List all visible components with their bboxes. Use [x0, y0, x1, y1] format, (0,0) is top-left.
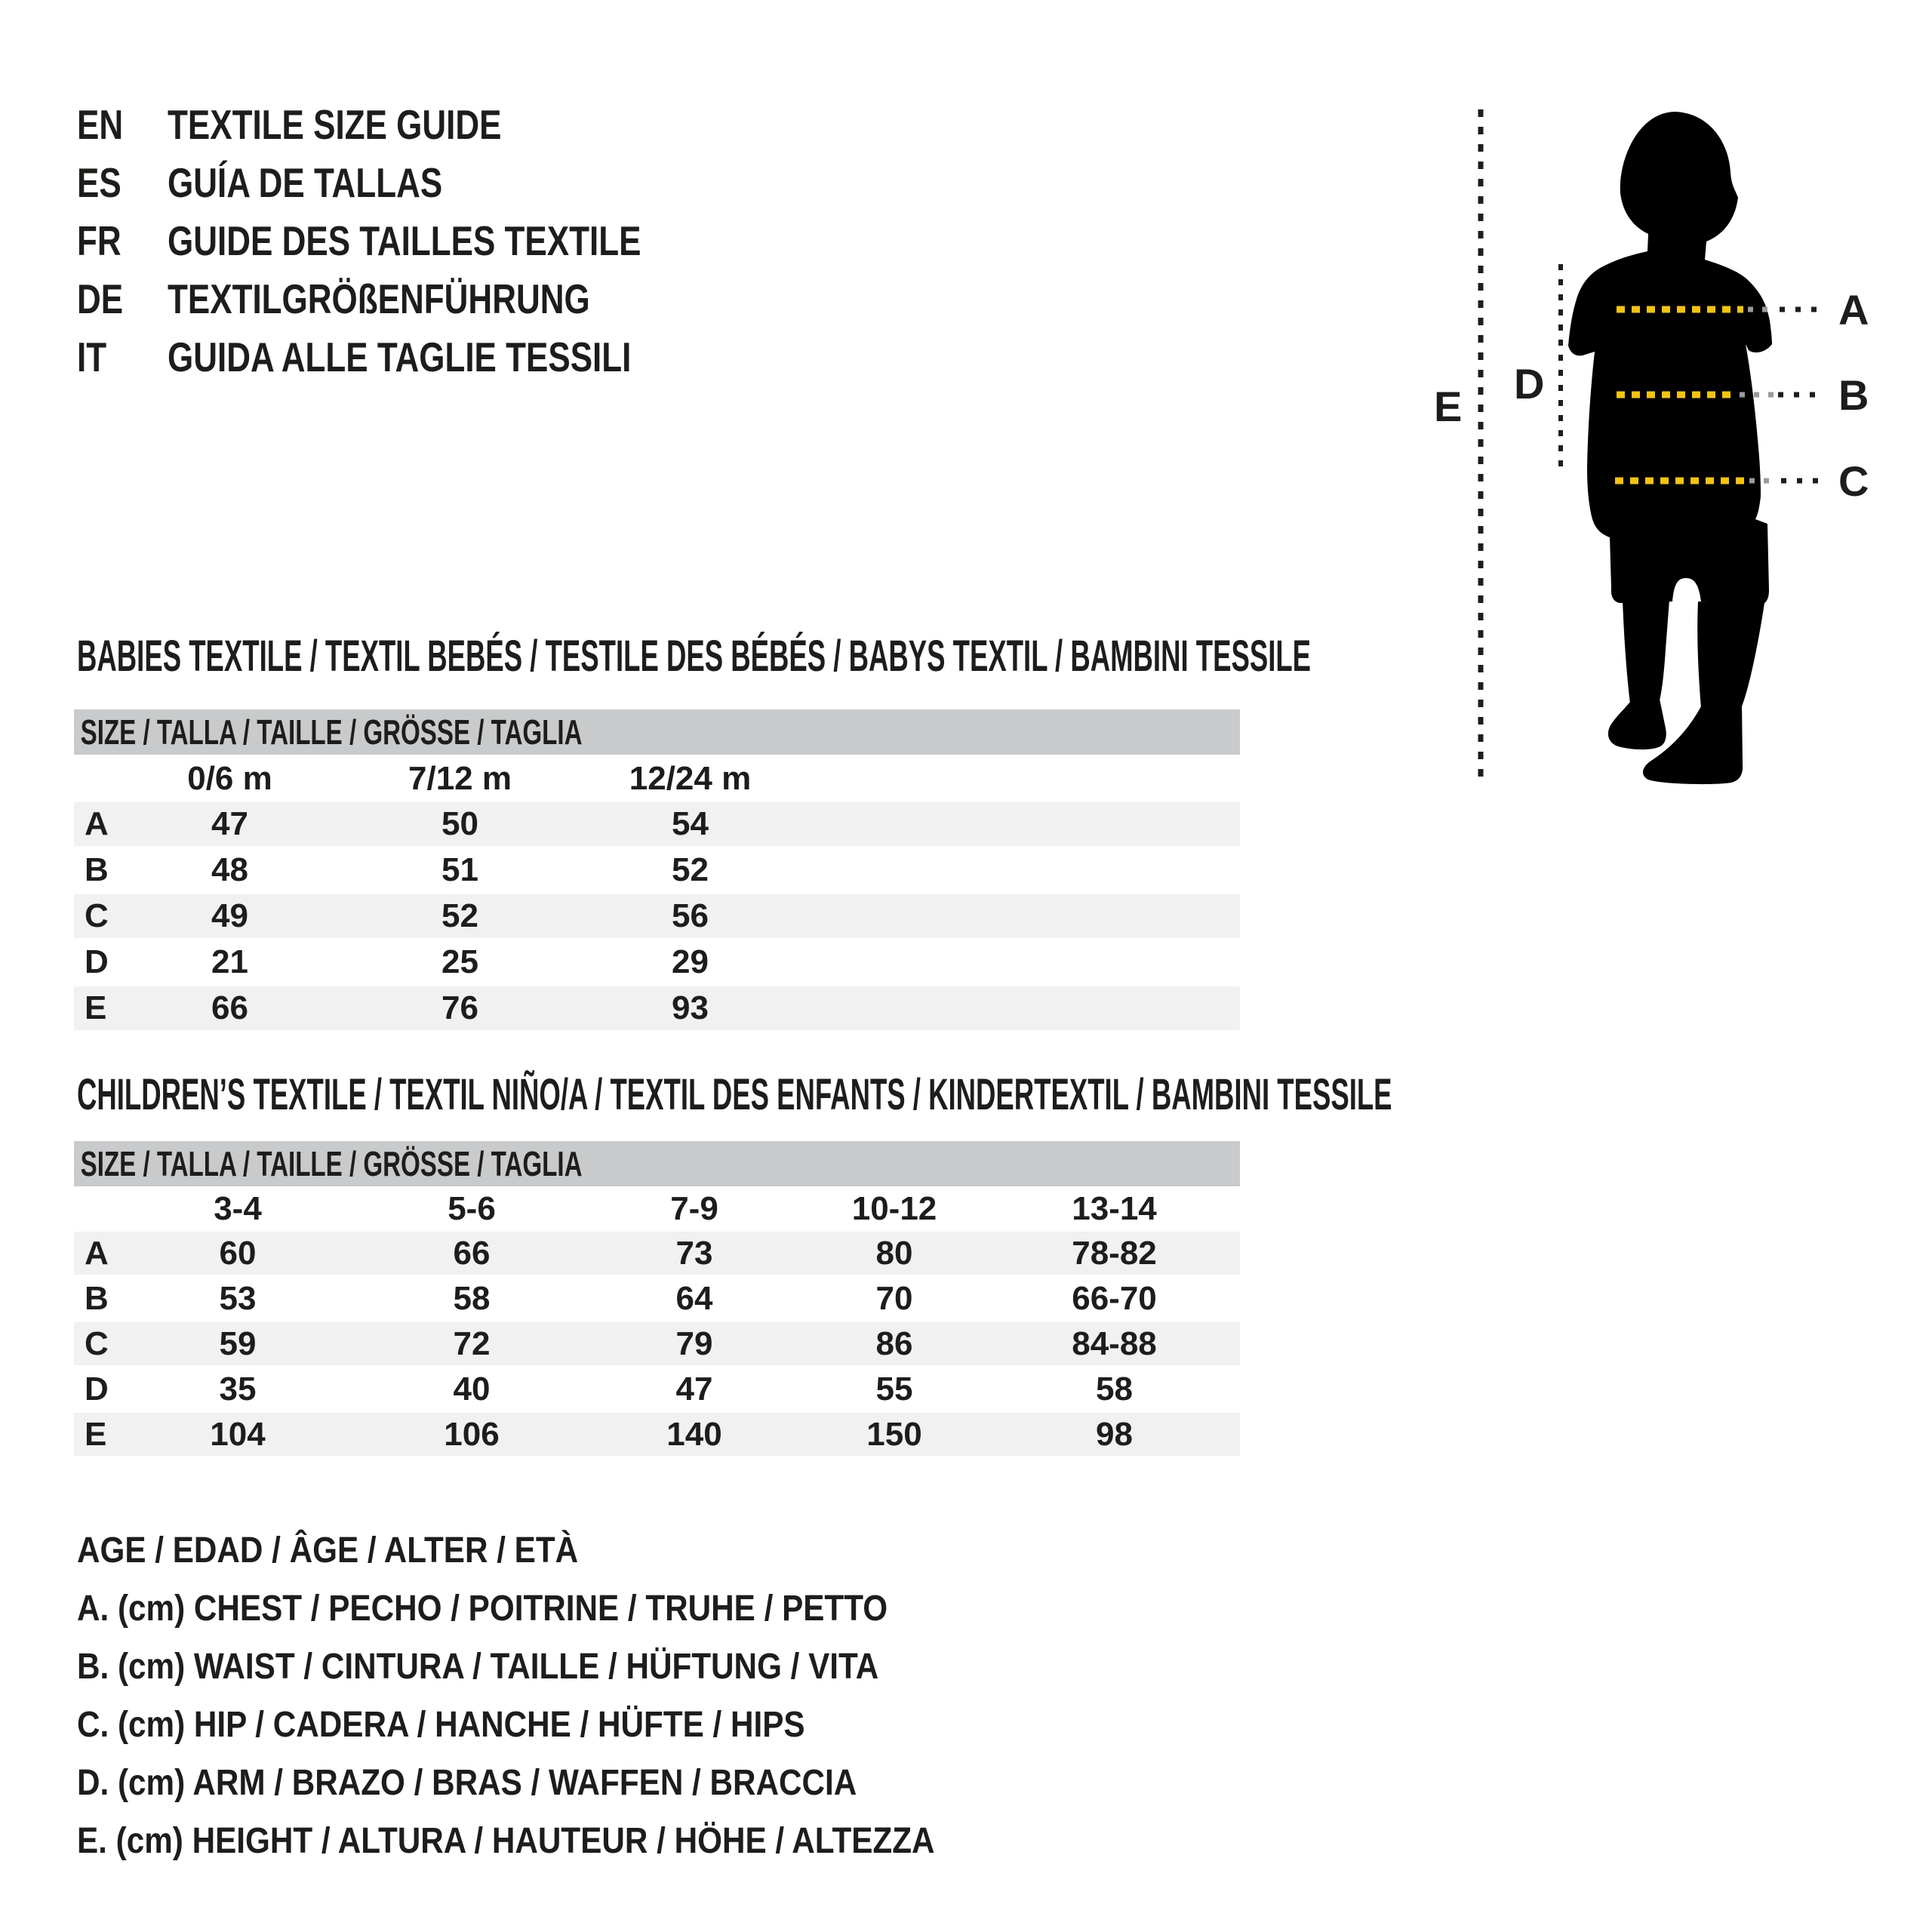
size-header-bar — [74, 709, 1240, 755]
size-value: 59 — [219, 1325, 257, 1362]
table-row — [74, 848, 1240, 892]
language-title-list — [77, 96, 759, 386]
table-row — [74, 1277, 1240, 1320]
size-value: 58 — [453, 1280, 491, 1317]
row-label: A — [85, 805, 109, 842]
title-it: GUIDA ALLE TAGLIE TESSILI — [168, 334, 632, 380]
size-value: 80 — [875, 1235, 913, 1272]
row-label: E — [85, 989, 107, 1026]
size-value: 21 — [211, 943, 248, 980]
table-row — [74, 1232, 1240, 1275]
table-row — [74, 802, 1240, 846]
size-value: 72 — [453, 1325, 491, 1362]
legend-age: AGE / EDAD / ÂGE / ALTER / ETÀ — [77, 1531, 579, 1571]
legend-chest: A. (cm) CHEST / PECHO / POITRINE / TRUHE / PETTO — [77, 1589, 888, 1629]
size-value: 86 — [875, 1325, 913, 1362]
size-value: 52 — [672, 851, 709, 888]
size-value: 47 — [211, 805, 248, 842]
size-value: 48 — [211, 851, 248, 888]
legend-height: E. (cm) HEIGHT / ALTURA / HAUTEUR / HÖHE / ALTEZZA — [77, 1821, 935, 1861]
size-value: 98 — [1096, 1416, 1133, 1453]
label-B: B — [1838, 371, 1869, 419]
size-value: 56 — [672, 897, 709, 934]
col-header: 7/12 m — [408, 760, 512, 797]
size-value: 35 — [219, 1371, 257, 1407]
size-value: 25 — [441, 943, 478, 980]
size-value: 79 — [675, 1325, 713, 1362]
col-header: 10-12 — [851, 1190, 937, 1227]
size-value: 104 — [210, 1416, 266, 1453]
size-value: 50 — [441, 805, 478, 842]
lang-code-de: DE — [77, 275, 124, 322]
size-value: 76 — [441, 989, 478, 1026]
col-header: 7-9 — [670, 1190, 718, 1227]
col-header: 13-14 — [1072, 1190, 1157, 1227]
size-value: 52 — [441, 897, 478, 934]
table-row — [74, 894, 1240, 938]
title-en: TEXTILE SIZE GUIDE — [168, 101, 502, 148]
children-section-heading: CHILDREN’S TEXTILE / TEXTIL NIÑO/A / TEXTIL DES ENFANTS / KINDERTEXTIL / BAMBINI TESSILE — [77, 1070, 1392, 1119]
title-fr: GUIDE DES TAILLES TEXTILE — [168, 217, 641, 264]
size-value: 73 — [675, 1235, 713, 1272]
row-label: E — [85, 1416, 107, 1453]
size-value: 93 — [672, 989, 709, 1026]
table-row — [74, 1413, 1240, 1456]
babies-size-table — [74, 709, 1240, 1030]
label-A: A — [1838, 286, 1869, 334]
measurement-figure — [1396, 45, 1932, 800]
col-header: 3-4 — [214, 1190, 262, 1227]
legend-arm: D. (cm) ARM / BRAZO / BRAS / WAFFEN / BRACCIA — [77, 1763, 857, 1803]
table-row — [74, 1367, 1240, 1411]
size-header-label: SIZE / TALLA / TAILLE / GRÖSSE / TAGLIA — [80, 1144, 583, 1183]
row-label: C — [85, 897, 109, 934]
label-D: D — [1514, 360, 1545, 408]
lang-code-it: IT — [77, 334, 107, 380]
row-label: D — [85, 1371, 109, 1407]
legend-waist: B. (cm) WAIST / CINTURA / TAILLE / HÜFTUNG / VITA — [77, 1647, 879, 1687]
legend-hip: C. (cm) HIP / CADERA / HANCHE / HÜFTE / HIPS — [77, 1705, 805, 1745]
table-row — [74, 986, 1240, 1030]
col-header: 5-6 — [448, 1190, 496, 1227]
size-value: 40 — [453, 1371, 491, 1407]
size-value: 47 — [675, 1371, 713, 1407]
lang-code-en: EN — [77, 101, 124, 148]
measurement-legend — [77, 1521, 935, 1870]
lang-code-fr: FR — [77, 217, 122, 264]
size-value: 66-70 — [1072, 1280, 1157, 1317]
table-row — [74, 940, 1240, 984]
title-de: TEXTILGRÖßENFÜHRUNG — [168, 275, 590, 322]
children-size-table — [74, 1141, 1240, 1456]
size-value: 51 — [441, 851, 478, 888]
col-header: 12/24 m — [629, 760, 752, 797]
label-C: C — [1838, 457, 1869, 505]
size-header-bar — [74, 1141, 1240, 1186]
child-silhouette — [1568, 112, 1772, 784]
row-label: D — [85, 943, 109, 980]
size-value: 58 — [1096, 1371, 1133, 1407]
size-value: 84-88 — [1072, 1325, 1157, 1362]
size-value: 54 — [672, 805, 709, 842]
size-value: 55 — [875, 1371, 913, 1407]
col-header: 0/6 m — [187, 760, 272, 797]
row-label: B — [85, 1280, 109, 1317]
column-header-row — [74, 1189, 1240, 1229]
size-value: 70 — [875, 1280, 913, 1317]
size-value: 66 — [453, 1235, 491, 1272]
babies-section-heading: BABIES TEXTILE / TEXTIL BEBÉS / TESTILE DES BÉBÉS / BABYS TEXTIL / BAMBINI TESSILE — [77, 632, 1312, 681]
row-label: B — [85, 851, 109, 888]
row-label: C — [85, 1325, 109, 1362]
lang-code-es: ES — [77, 159, 122, 206]
size-value: 140 — [666, 1416, 722, 1453]
size-value: 106 — [444, 1416, 500, 1453]
size-value: 66 — [211, 989, 248, 1026]
row-label: A — [85, 1235, 109, 1272]
label-E: E — [1434, 383, 1463, 430]
size-value: 49 — [211, 897, 248, 934]
column-header-row — [74, 757, 1240, 800]
size-header-label: SIZE / TALLA / TAILLE / GRÖSSE / TAGLIA — [80, 712, 583, 752]
size-value: 53 — [219, 1280, 257, 1317]
size-value: 64 — [675, 1280, 713, 1317]
title-es: GUÍA DE TALLAS — [168, 159, 443, 206]
size-value: 150 — [866, 1416, 922, 1453]
size-value: 60 — [219, 1235, 257, 1272]
size-value: 29 — [672, 943, 709, 980]
size-value: 78-82 — [1072, 1235, 1157, 1272]
table-row — [74, 1322, 1240, 1365]
